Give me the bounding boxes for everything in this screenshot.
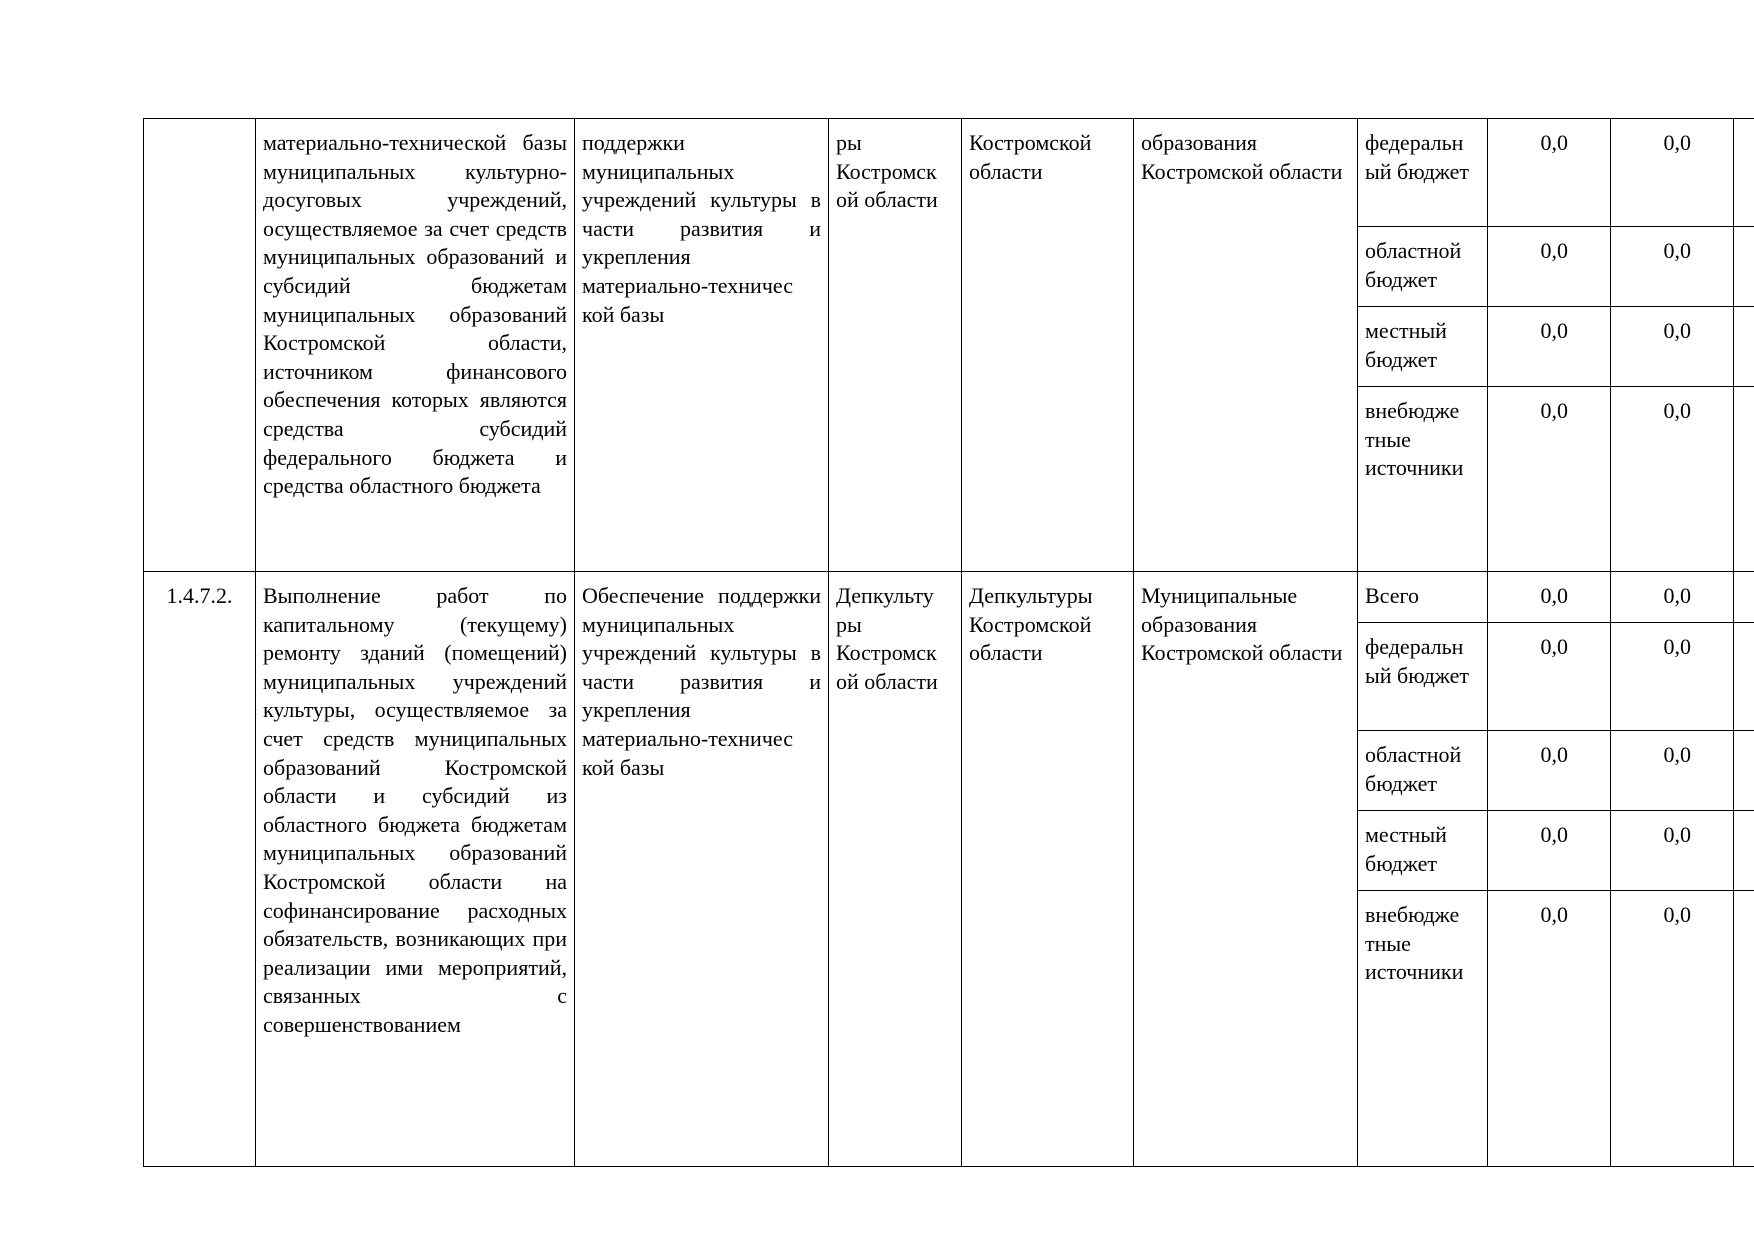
funding-source-label: областной бюджет: [1358, 731, 1488, 811]
activity-name: Выполнение работ по капитальному (текущему) ремонту зданий (помещений) муниципальных учреждений культуры, осуществляемое за счет средств муниципальных образований Костромской области и субсидий из областного бюджета бюджетам муниципальных образований Костромской области на софинансирование расходных обязательств, возникающих при реализации ими мероприятий, связанных с совершенствованием: [256, 572, 575, 1167]
funding-value: 0,0: [1611, 811, 1734, 891]
funding-value: 0,0: [1611, 891, 1734, 1167]
funding-source-label: внебюдже тные источники: [1358, 891, 1488, 1167]
funding-value: 0,0: [1488, 119, 1611, 227]
activity-name: материально-технической базы муниципальных культурно-досуговых учреждений, осуществляемое за счет средств муниципальных образований и субсидий бюджетам муниципальных образований Костромской области, источником финансового обеспечения которых являются средства субсидий федерального бюджета и средства областного бюджета: [256, 119, 575, 572]
table-row: [144, 119, 1754, 227]
funding-source-label: федеральн ый бюджет: [1358, 119, 1488, 227]
funding-source-label: Всего: [1358, 572, 1488, 623]
funding-value: [1734, 387, 1754, 572]
funding-source-label: внебюдже тные источники: [1358, 387, 1488, 572]
funding-source-label: областной бюджет: [1358, 227, 1488, 307]
funding-value: 0,0: [1488, 731, 1611, 811]
funding-value: 0,0: [1611, 387, 1734, 572]
funding-value: 0,0: [1611, 623, 1734, 731]
funding-value: [1734, 119, 1754, 227]
funding-value: 0,0: [1488, 307, 1611, 387]
program-activities-table: [143, 118, 1754, 1167]
responsible-executor: Депкульту ры Костромск ой области: [829, 572, 962, 1167]
activity-code: 1.4.7.2.: [144, 572, 256, 1167]
funding-value: 0,0: [1488, 891, 1611, 1167]
funding-source-label: местный бюджет: [1358, 811, 1488, 891]
funding-value: 0,0: [1611, 572, 1734, 623]
funding-value: 0,0: [1488, 227, 1611, 307]
funding-value: 0,0: [1488, 623, 1611, 731]
funding-value: 0,0: [1488, 572, 1611, 623]
funding-source-label: местный бюджет: [1358, 307, 1488, 387]
funding-value: [1734, 811, 1754, 891]
participant: Муниципальные образования Костромской области: [1134, 572, 1358, 1167]
funding-value: 0,0: [1611, 731, 1734, 811]
funding-value: 0,0: [1611, 119, 1734, 227]
table-row: [144, 572, 1754, 623]
funding-value: 0,0: [1611, 307, 1734, 387]
document-page: [143, 118, 1754, 1170]
co-executor: Костромской области: [962, 119, 1134, 572]
funding-source-label: федеральн ый бюджет: [1358, 623, 1488, 731]
funding-value: [1734, 623, 1754, 731]
activity-code: [144, 119, 256, 572]
funding-value: [1734, 891, 1754, 1167]
funding-value: 0,0: [1488, 811, 1611, 891]
activity-goal: поддержки муниципальных учреждений культуры в части развития и укрепления материально-техничес кой базы: [575, 119, 829, 572]
funding-value: [1734, 572, 1754, 623]
funding-value: 0,0: [1488, 387, 1611, 572]
funding-value: 0,0: [1611, 227, 1734, 307]
co-executor: Депкультуры Костромской области: [962, 572, 1134, 1167]
activity-goal: Обеспечение поддержки муниципальных учреждений культуры в части развития и укрепления материально-техничес кой базы: [575, 572, 829, 1167]
funding-value: [1734, 307, 1754, 387]
participant: образования Костромской области: [1134, 119, 1358, 572]
funding-value: [1734, 731, 1754, 811]
funding-value: [1734, 227, 1754, 307]
responsible-executor: ры Костромск ой области: [829, 119, 962, 572]
